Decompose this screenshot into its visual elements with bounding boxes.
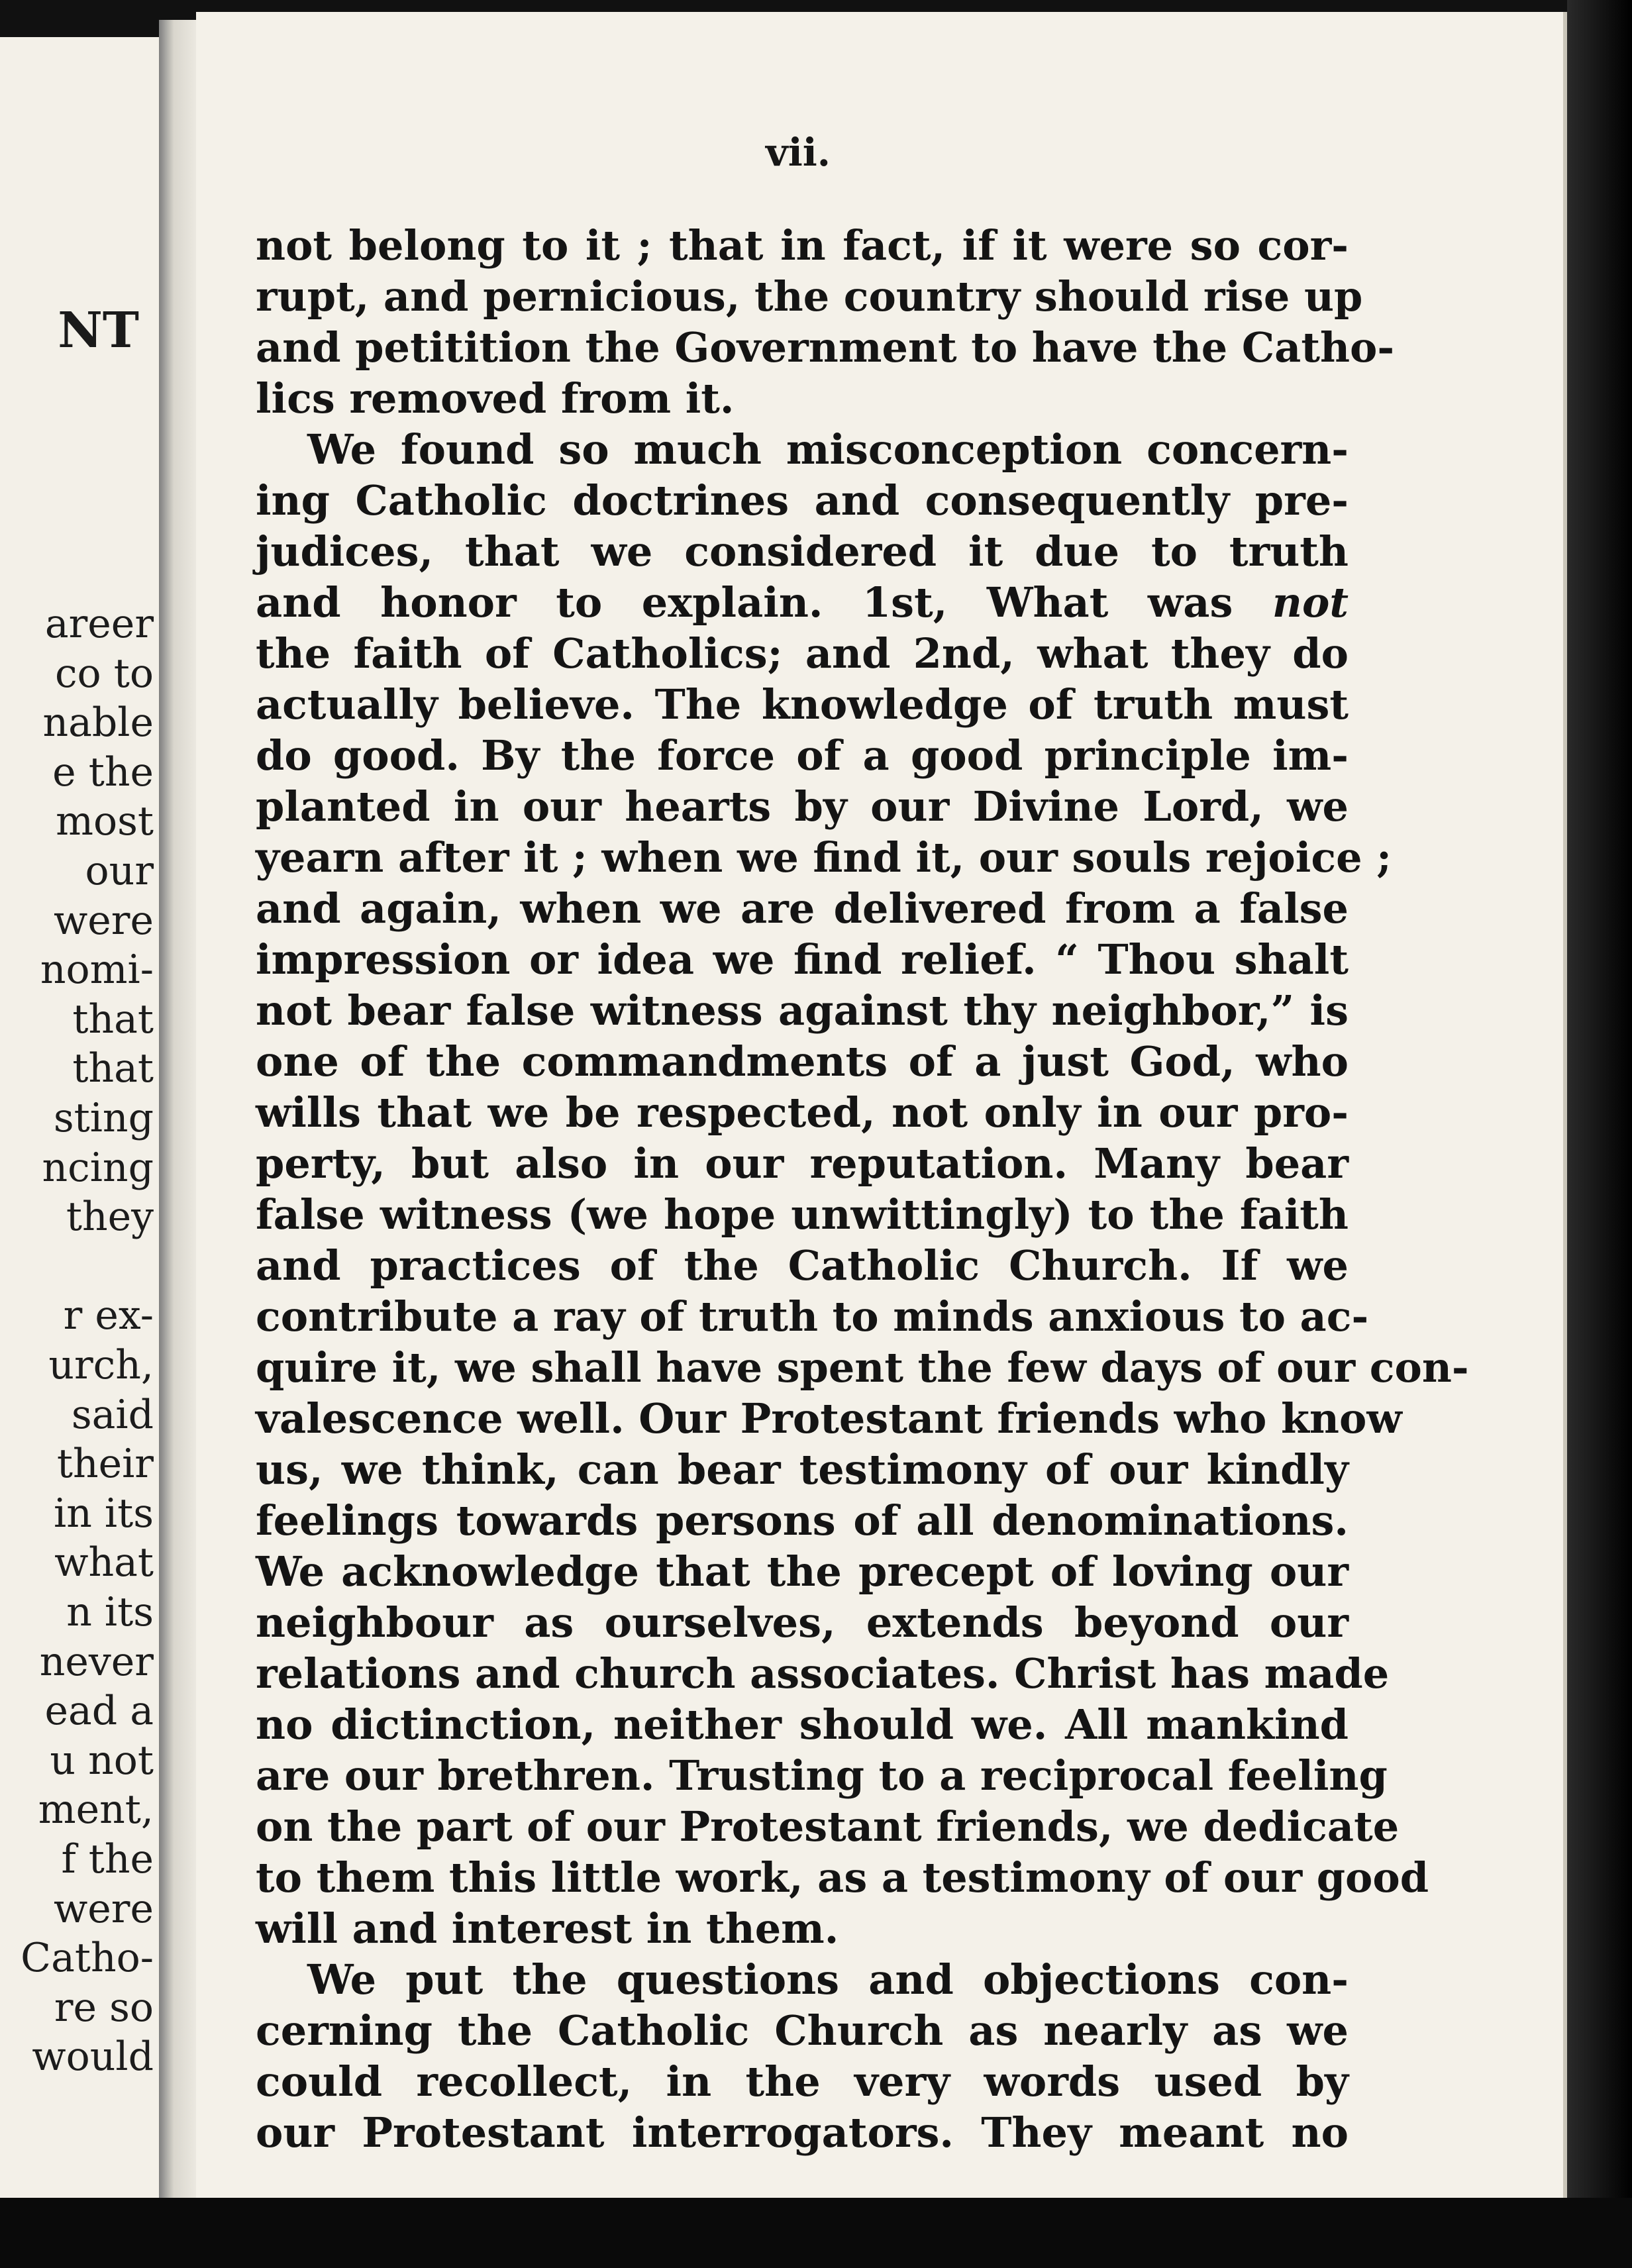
- left-page-line: sting: [53, 1095, 154, 1141]
- left-page-line: nomi-: [40, 947, 154, 994]
- left-page-fragment: [0, 37, 160, 2203]
- left-page-line: n its: [66, 1589, 154, 1635]
- left-page-line: u not: [50, 1737, 154, 1784]
- left-page-line: e the: [52, 748, 154, 796]
- page-body-text: [256, 220, 1469, 2158]
- left-page-line: ment,: [38, 1786, 154, 1833]
- left-page-line: most: [56, 798, 154, 845]
- text-line: false witness (we hope unwittingly) to the faith: [256, 1190, 1349, 1239]
- text-line: yearn after it ; when we find it, our souls rejoice ;: [256, 833, 1392, 882]
- text-line: judices, that we considered it due to truth: [256, 527, 1349, 576]
- text-line: ing Catholic doctrines and consequently pre-: [256, 476, 1349, 525]
- text-line: and petitition the Government to have the Catho-: [256, 323, 1395, 372]
- left-page-line: their: [56, 1441, 154, 1488]
- text-line: and honor to explain. 1st, What was not: [256, 578, 1349, 627]
- left-page-line: that: [72, 1045, 154, 1092]
- text-line: could recollect, in the very words used by: [256, 2057, 1349, 2106]
- left-page-line: ead a: [44, 1688, 154, 1735]
- left-page-line: what: [54, 1539, 154, 1586]
- text-line: the faith of Catholics; and 2nd, what they do: [256, 629, 1349, 678]
- left-page-heading-fragment: NT: [58, 302, 139, 359]
- left-page-line: co to: [54, 650, 154, 697]
- scan-right-edge: [1567, 0, 1632, 2268]
- emphasis-not: not: [1272, 578, 1349, 627]
- text-line: We found so much misconception concern-: [307, 425, 1349, 474]
- text-line: not bear false witness against thy neighbor,” is: [256, 986, 1349, 1035]
- text-line: contribute a ray of truth to minds anxious to ac-: [256, 1292, 1369, 1341]
- left-page-line: urch,: [48, 1342, 154, 1388]
- text-line: our Protestant interrogators. They meant no: [256, 2108, 1349, 2157]
- left-page-line: r ex-: [63, 1292, 154, 1339]
- text-line: neighbour as ourselves, extends beyond our: [256, 1598, 1349, 1647]
- left-page-line: areer: [44, 601, 154, 647]
- text-line: rupt, and pernicious, the country should rise up: [256, 272, 1363, 321]
- left-page-line: said: [71, 1391, 154, 1438]
- text-line: do good. By the force of a good principle im-: [256, 731, 1349, 780]
- text-line: quire it, we shall have spent the few days of our con-: [256, 1343, 1469, 1392]
- text-line: perty, but also in our reputation. Many bear: [256, 1139, 1349, 1188]
- text-line: relations and church associates. Christ has made: [256, 1649, 1390, 1698]
- text-line: and practices of the Catholic Church. If we: [256, 1241, 1349, 1290]
- page-number: vii.: [766, 130, 831, 175]
- text-line: not belong to it ; that in fact, if it were so cor-: [256, 221, 1349, 270]
- left-page-line: nable: [42, 699, 154, 747]
- text-line: impression or idea we find relief. “ Thou shalt: [256, 935, 1349, 984]
- text-line: cerning the Catholic Church as nearly as we: [256, 2006, 1349, 2055]
- left-page-line: f the: [61, 1836, 154, 1882]
- text-line: lics removed from it.: [256, 374, 735, 423]
- text-line: to them this little work, as a testimony of our good: [256, 1853, 1429, 1902]
- text-line: planted in our hearts by our Divine Lord, we: [256, 782, 1349, 831]
- left-page-line: were: [53, 897, 154, 944]
- text-line: feelings towards persons of all denominations.: [256, 1496, 1349, 1545]
- text-line: and again, when we are delivered from a false: [256, 884, 1349, 933]
- text-line: no dictinction, neither should we. All mankind: [256, 1700, 1349, 1749]
- left-page-line: ncing: [42, 1144, 154, 1191]
- text-line: us, we think, can bear testimony of our kindly: [256, 1445, 1349, 1494]
- text-line: We acknowledge that the precept of loving our: [256, 1547, 1349, 1596]
- text-line: will and interest in them.: [256, 1904, 839, 1953]
- left-page-line: Catho-: [21, 1935, 154, 1982]
- book-gutter: [159, 20, 196, 2212]
- text-line: on the part of our Protestant friends, we dedicate: [256, 1802, 1400, 1851]
- left-page-line: re so: [54, 1984, 154, 2031]
- left-page-line: they: [66, 1194, 154, 1241]
- scan-bottom-edge: [0, 2198, 1632, 2268]
- left-page-line: that: [72, 996, 154, 1043]
- text-line: valescence well. Our Protestant friends who know: [256, 1394, 1402, 1443]
- text-line: We put the questions and objections con-: [307, 1955, 1349, 2004]
- left-page-line: our: [85, 848, 154, 894]
- left-page-line: never: [39, 1638, 154, 1685]
- text-line: actually believe. The knowledge of truth must: [256, 680, 1349, 729]
- text-line: are our brethren. Trusting to a reciprocal feeling: [256, 1751, 1388, 1800]
- left-page-line: were: [53, 1885, 154, 1932]
- left-page-line: in its: [54, 1490, 154, 1537]
- left-page-line: would: [32, 2034, 154, 2081]
- text-line: one of the commandments of a just God, who: [256, 1037, 1349, 1086]
- text-line: wills that we be respected, not only in our pro-: [256, 1088, 1349, 1137]
